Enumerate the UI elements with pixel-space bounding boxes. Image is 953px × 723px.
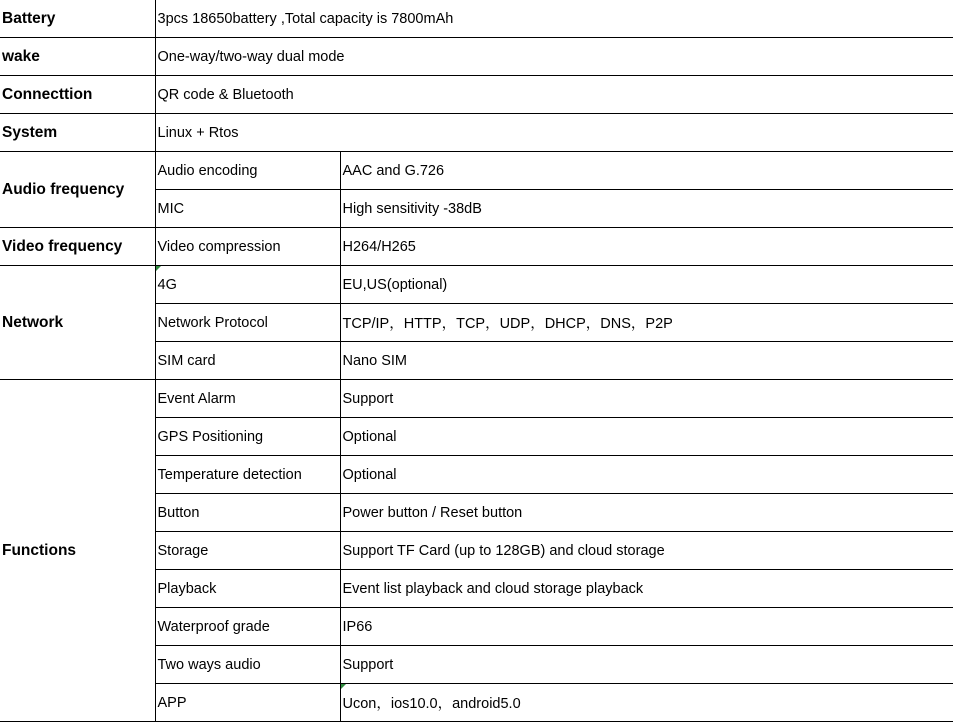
value-connection: QR code & Bluetooth [155,76,953,114]
category-connection: Connecttion [0,76,155,114]
spec-row-system [0,114,953,152]
value-waterproof-grade: IP66 [340,608,953,646]
value-gps-positioning: Optional [340,418,953,456]
spec-row-event-alarm [0,380,953,418]
value-storage: Support TF Card (up to 128GB) and cloud storage [340,532,953,570]
value-two-ways-audio: Support [340,646,953,684]
category-system: System [0,114,155,152]
value-wake: One-way/two-way dual mode [155,38,953,76]
label-app: APP [155,684,340,722]
category-audio-frequency: Audio frequency [0,152,155,228]
value-audio-encoding: AAC and G.726 [340,152,953,190]
label-network-protocol: Network Protocol [155,304,340,342]
value-sim-card: Nano SIM [340,342,953,380]
value-video-compression: H264/H265 [340,228,953,266]
label-video-compression: Video compression [155,228,340,266]
category-functions: Functions [0,380,155,722]
value-4g: EU,US(optional) [340,266,953,304]
spec-row-video-compression [0,228,953,266]
spec-row-audio-encoding [0,152,953,190]
spec-row-battery [0,0,953,38]
value-system: Linux + Rtos [155,114,953,152]
label-playback: Playback [155,570,340,608]
spec-row-connection [0,76,953,114]
label-audio-encoding: Audio encoding [155,152,340,190]
category-wake: wake [0,38,155,76]
label-waterproof-grade: Waterproof grade [155,608,340,646]
label-storage: Storage [155,532,340,570]
value-temperature-detection: Optional [340,456,953,494]
label-mic: MIC [155,190,340,228]
category-video-frequency: Video frequency [0,228,155,266]
label-gps-positioning: GPS Positioning [155,418,340,456]
label-event-alarm: Event Alarm [155,380,340,418]
category-battery: Battery [0,0,155,38]
spec-row-wake [0,38,953,76]
label-temperature-detection: Temperature detection [155,456,340,494]
value-button: Power button / Reset button [340,494,953,532]
value-network-protocol: TCP/IP，HTTP，TCP，UDP，DHCP，DNS，P2P [340,304,953,342]
value-battery: 3pcs 18650battery ,Total capacity is 7800mAh [155,0,953,38]
spec-row-4g [0,266,953,304]
value-event-alarm: Support [340,380,953,418]
value-app: Ucon，ios10.0，android5.0 [340,684,953,722]
category-network: Network [0,266,155,380]
label-4g: 4G [155,266,340,304]
label-button: Button [155,494,340,532]
value-mic: High sensitivity -38dB [340,190,953,228]
value-playback: Event list playback and cloud storage playback [340,570,953,608]
label-two-ways-audio: Two ways audio [155,646,340,684]
label-sim-card: SIM card [155,342,340,380]
